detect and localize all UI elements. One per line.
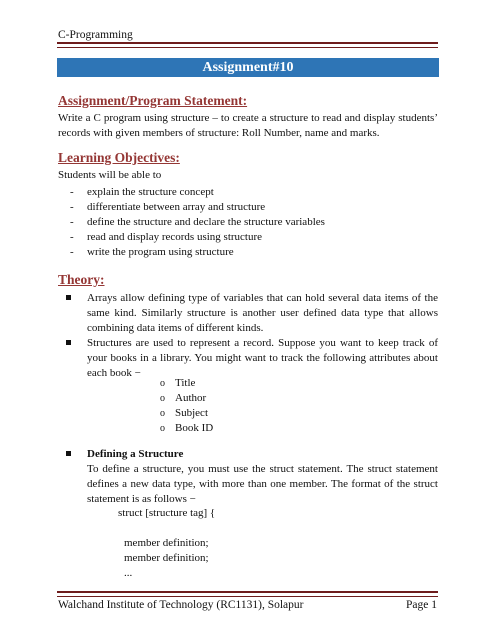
objective-text: differentiate between array and structure [87,201,266,213]
attribute-text: Subject [175,407,208,419]
objective-text: read and display records using structure [87,231,263,243]
header-rule [57,42,438,44]
list-item [160,406,213,421]
bullet-text: Structures are used to represent a record. Suppose you want to keep track of your books in a library. You might want to track the following attributes about each book − [87,337,438,379]
list-item [70,230,325,245]
list-item [70,245,325,260]
theory-bullet-arrays [66,291,438,336]
list-item [70,200,325,215]
code-line: member definition; [124,537,209,549]
dash-marker: - [70,186,74,198]
footer-rule [57,591,438,593]
list-item [160,376,213,391]
page-number: Page 1 [406,599,437,611]
assignment-banner: Assignment#10 [57,58,439,77]
theory-bullet-defining [66,447,438,507]
circle-marker: o [160,378,165,389]
objectives-intro: Students will be able to [58,169,162,181]
objective-text: define the structure and declare the structure variables [87,216,325,228]
bullet-text: To define a structure, you must use the struct statement. The struct statement defines a new data type, with more than one member. The format of the struct statement is as follows − [87,463,438,505]
footer-rule-thin [57,596,438,597]
circle-marker: o [160,393,165,404]
attribute-text: Author [175,392,207,404]
page-header: C-Programming [58,29,133,41]
footer-institute: Walchand Institute of Technology (RC1131), Solapur [58,599,304,611]
statement-heading: Assignment/Program Statement: [58,93,248,108]
book-attributes-list [160,376,213,436]
square-bullet-icon [66,451,71,456]
objectives-list [70,185,325,260]
objectives-heading: Learning Objectives: [58,150,180,165]
bullet-title: Defining a Structure [87,448,184,460]
dash-marker: - [70,231,74,243]
bullet-text: Arrays allow defining type of variables that can hold several data items of the same kind. Similarly structure is another user defined data type that allows combining data items of different kinds. [87,292,438,334]
objective-text: write the program using structure [87,246,234,258]
square-bullet-icon [66,340,71,345]
statement-text: Write a C program using structure – to create a structure to read and display students’ records with given members of structure: Roll Number, name and marks. [58,112,438,139]
circle-marker: o [160,423,165,434]
list-item [160,421,213,436]
objective-text: explain the structure concept [87,186,214,198]
code-line: struct [structure tag] { [118,507,216,519]
attribute-text: Book ID [175,422,214,434]
code-line: member definition; [124,552,209,564]
attribute-text: Title [175,377,196,389]
header-rule-thin [57,47,438,48]
dash-marker: - [70,201,74,213]
square-bullet-icon [66,295,71,300]
dash-marker: - [70,216,74,228]
list-item [160,391,213,406]
list-item [70,215,325,230]
list-item [70,185,325,200]
theory-heading: Theory: [58,272,105,287]
code-line: ... [124,567,133,579]
circle-marker: o [160,408,165,419]
dash-marker: - [70,246,74,258]
theory-bullet-structures [66,336,438,381]
